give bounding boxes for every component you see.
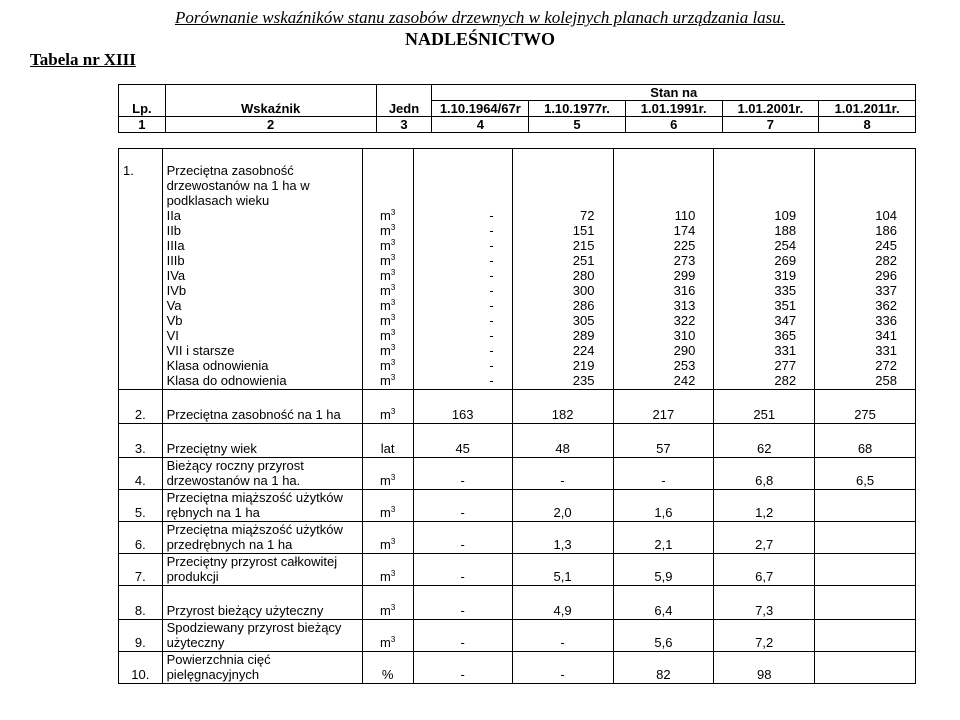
col-date-3: 1.01.1991r. [625, 101, 722, 117]
value-cell: 6,4 [613, 586, 714, 620]
value-cell: 82 [613, 652, 714, 684]
unit-line [367, 328, 409, 343]
unit-label: $m^3$ [379, 358, 396, 373]
value: 188 [774, 223, 797, 238]
unit-superscript: 3 [390, 328, 396, 337]
value-cell: 6,8 [714, 458, 815, 490]
table-row [119, 522, 916, 554]
unit-superscript: 3 [390, 343, 396, 352]
unit-line [367, 253, 409, 268]
subclass-label: IIb [166, 223, 182, 238]
value-cell: 4,9 [512, 586, 613, 620]
row-number: 5. [119, 490, 163, 522]
table-row [119, 554, 916, 586]
subclass-label: IVa [166, 268, 186, 283]
col-number-6: 6 [625, 117, 722, 133]
row-label: Przeciętna miąższość użytków rębnych na 1 ha [162, 490, 362, 522]
subclass-label: IIIa [166, 238, 185, 253]
unit-superscript: 3 [390, 223, 396, 232]
row-number: 7. [119, 554, 163, 586]
value: 215 [572, 238, 595, 253]
unit-superscript: 3 [390, 635, 396, 644]
value: 299 [673, 268, 696, 283]
col-number-2: 2 [165, 117, 376, 133]
value: 310 [673, 328, 696, 343]
row-number: 1. [119, 149, 163, 390]
value: 273 [673, 253, 696, 268]
unit-label: $m^3$ [379, 569, 396, 584]
value: 337 [875, 283, 897, 298]
unit-label: $m^3$ [379, 238, 396, 253]
unit-label: $m^3$ [379, 407, 396, 422]
value-cell: - [413, 490, 512, 522]
unit-label: $m^3$ [379, 223, 396, 238]
value: 300 [572, 283, 595, 298]
unit-label: $m^3$ [379, 313, 396, 328]
value-cell: 2,7 [714, 522, 815, 554]
value-cell: - [512, 458, 613, 490]
value: 272 [875, 358, 897, 373]
unit-superscript: 3 [390, 313, 396, 322]
unit-superscript: 3 [390, 283, 396, 292]
unit-cell [362, 390, 413, 424]
unit-line [367, 298, 409, 313]
row-label-line: Przeciętna zasobność [166, 163, 294, 178]
value: 258 [875, 373, 897, 388]
value-cell: 2,1 [613, 522, 714, 554]
value: 316 [673, 283, 696, 298]
col-date-4: 1.01.2001r. [722, 101, 819, 117]
unit-label: $m^3$ [379, 343, 396, 358]
value: 289 [572, 328, 595, 343]
unit-line [367, 358, 409, 373]
row-label-cell [162, 149, 362, 390]
value: 351 [774, 298, 797, 313]
table-row [119, 390, 916, 424]
col-date-1: 1.10.1964/67r [432, 101, 529, 117]
value-cell [714, 149, 815, 390]
row-label: Przeciętny wiek [162, 424, 362, 458]
value-cell: - [413, 522, 512, 554]
subclass-label: IVb [166, 283, 187, 298]
value-cell: - [512, 620, 613, 652]
table-row [119, 586, 916, 620]
value: 296 [875, 268, 897, 283]
unit-label: $m^3$ [379, 373, 396, 388]
value-cell: - [413, 620, 512, 652]
unit-superscript: 3 [390, 473, 396, 482]
unit-cell [362, 652, 413, 684]
value-cell: 1,2 [714, 490, 815, 522]
value: - [489, 373, 494, 388]
value: 282 [875, 253, 897, 268]
value: 305 [572, 313, 595, 328]
table-row [119, 490, 916, 522]
value: 331 [875, 343, 897, 358]
unit-label: $m^3$ [379, 505, 396, 520]
subclass-label: VI [166, 328, 179, 343]
col-date-2: 1.10.1977r. [529, 101, 626, 117]
row-number: 6. [119, 522, 163, 554]
table-row [119, 652, 916, 684]
value: 174 [673, 223, 696, 238]
value: 290 [673, 343, 696, 358]
value-cell [512, 149, 613, 390]
row-label: Przyrost bieżący użyteczny [162, 586, 362, 620]
unit-superscript: 3 [390, 358, 396, 367]
value: - [489, 253, 494, 268]
col-number-1: 1 [119, 117, 166, 133]
unit-label: % [381, 667, 394, 682]
row-label: Przeciętna zasobność na 1 ha [162, 390, 362, 424]
subclass-label: Klasa odnowienia [166, 358, 269, 373]
row-number: 10. [119, 652, 163, 684]
table-label: Tabela nr XIII [30, 50, 136, 69]
table-row [119, 424, 916, 458]
row-number: 2. [119, 390, 163, 424]
value: 151 [572, 223, 595, 238]
unit-superscript: 3 [390, 537, 396, 546]
unit-line [367, 343, 409, 358]
value-cell: 1,6 [613, 490, 714, 522]
unit-superscript: 3 [390, 208, 396, 217]
value-cell: - [413, 458, 512, 490]
value-cell [815, 490, 916, 522]
value: - [489, 283, 494, 298]
unit-label: $m^3$ [379, 473, 396, 488]
value-cell: 45 [413, 424, 512, 458]
unit-label: $m^3$ [379, 253, 396, 268]
unit-label: $m^3$ [379, 603, 396, 618]
unit-superscript: 3 [390, 505, 396, 514]
value: 336 [875, 313, 897, 328]
unit-line [367, 373, 409, 388]
value-cell: 98 [714, 652, 815, 684]
unit-superscript: 3 [390, 268, 396, 277]
value-cell: 6,5 [815, 458, 916, 490]
value: - [489, 208, 494, 223]
value: 335 [774, 283, 797, 298]
value-cell [613, 149, 714, 390]
value: 109 [774, 208, 797, 223]
value-cell [815, 554, 916, 586]
unit-cell [362, 586, 413, 620]
value: 225 [673, 238, 696, 253]
value: 104 [875, 208, 897, 223]
col-number-5: 5 [529, 117, 626, 133]
subclass-label: VII i starsze [166, 343, 235, 358]
value: 110 [674, 208, 696, 223]
table-row [119, 149, 916, 390]
document-subtitle: Porównanie wskaźników stanu zasobów drzewnych w kolejnych planach urządzania lasu. [174, 8, 786, 27]
value: - [489, 223, 494, 238]
value-cell: 7,2 [714, 620, 815, 652]
unit-superscript: 3 [390, 238, 396, 247]
value-cell [815, 522, 916, 554]
unit-line [367, 238, 409, 253]
row-number: 3. [119, 424, 163, 458]
unit-superscript: 3 [390, 603, 396, 612]
value-cell: 68 [815, 424, 916, 458]
row-label-line: podklasach wieku [166, 193, 270, 208]
value: 245 [875, 238, 897, 253]
value-cell: 57 [613, 424, 714, 458]
unit-line [367, 313, 409, 328]
unit-label: $m^3$ [379, 283, 396, 298]
value: - [489, 268, 494, 283]
col-date-5: 1.01.2011r. [819, 101, 916, 117]
value: 72 [580, 208, 595, 223]
unit-cell [362, 490, 413, 522]
table-row [119, 620, 916, 652]
data-table [118, 148, 916, 684]
row-label: Spodziewany przyrost bieżący użyteczny [162, 620, 362, 652]
value: 242 [673, 373, 696, 388]
value: - [489, 343, 494, 358]
col-jedn-header: Jedn [376, 85, 432, 117]
value-cell: 5,6 [613, 620, 714, 652]
row-label: Bieżący roczny przyrost drzewostanów na 1 ha. [162, 458, 362, 490]
unit-cell [362, 458, 413, 490]
value-cell: - [413, 586, 512, 620]
value-cell [413, 149, 512, 390]
row-label-line: drzewostanów na 1 ha w [166, 178, 310, 193]
unit-label: lat [380, 441, 395, 456]
unit-cell [362, 424, 413, 458]
document-title: NADLEŚNICTWO [404, 29, 556, 49]
col-number-3: 3 [376, 117, 432, 133]
subclass-label: IIIb [166, 253, 185, 268]
unit-label: $m^3$ [379, 268, 396, 283]
value-cell: 5,9 [613, 554, 714, 586]
value: 277 [774, 358, 797, 373]
unit-line [367, 208, 409, 223]
unit-label: $m^3$ [379, 537, 396, 552]
value-cell [815, 149, 916, 390]
value: 365 [774, 328, 797, 343]
col-number-8: 8 [819, 117, 916, 133]
value-cell: 217 [613, 390, 714, 424]
value-cell: 5,1 [512, 554, 613, 586]
value: 286 [572, 298, 595, 313]
value-cell: 251 [714, 390, 815, 424]
subclass-label: Va [166, 298, 182, 313]
value-cell: 62 [714, 424, 815, 458]
table-row [119, 458, 916, 490]
value: - [489, 358, 494, 373]
value-cell: 163 [413, 390, 512, 424]
value: 219 [572, 358, 595, 373]
unit-cell [362, 522, 413, 554]
unit-line [367, 223, 409, 238]
unit-superscript: 3 [390, 298, 396, 307]
value: 282 [774, 373, 797, 388]
value: 319 [774, 268, 797, 283]
value-cell: - [413, 554, 512, 586]
unit-label: $m^3$ [379, 298, 396, 313]
value-cell: - [512, 652, 613, 684]
value-cell: - [613, 458, 714, 490]
unit-superscript: 3 [390, 569, 396, 578]
row-label: Przeciętna miąższość użytków przedrębnych na 1 ha [162, 522, 362, 554]
value-cell: 7,3 [714, 586, 815, 620]
value: - [489, 328, 494, 343]
subclass-label: IIa [166, 208, 182, 223]
value: 362 [875, 298, 897, 313]
value: 254 [774, 238, 797, 253]
unit-line [367, 283, 409, 298]
col-wskaznik-header: Wskaźnik [165, 85, 376, 117]
value-cell: 48 [512, 424, 613, 458]
unit-cell [362, 620, 413, 652]
unit-superscript: 3 [390, 407, 396, 416]
value: - [489, 298, 494, 313]
value: 322 [673, 313, 696, 328]
value-cell [815, 586, 916, 620]
row-number: 8. [119, 586, 163, 620]
unit-superscript: 3 [390, 373, 396, 382]
col-stan-na-header: Stan na [432, 85, 916, 101]
value-cell [815, 620, 916, 652]
value: 280 [572, 268, 595, 283]
value: 331 [774, 343, 797, 358]
value-cell: 275 [815, 390, 916, 424]
row-number: 4. [119, 458, 163, 490]
value: 269 [774, 253, 797, 268]
unit-label: $m^3$ [379, 328, 396, 343]
table-header [118, 84, 916, 133]
value: 186 [875, 223, 897, 238]
unit-cell [362, 554, 413, 586]
value-cell: - [413, 652, 512, 684]
value: 251 [572, 253, 595, 268]
row-number: 9. [119, 620, 163, 652]
value: 224 [572, 343, 595, 358]
subclass-label: Vb [166, 313, 183, 328]
value-cell [815, 652, 916, 684]
subclass-label: Klasa do odnowienia [166, 373, 287, 388]
value: 253 [673, 358, 696, 373]
value: - [489, 313, 494, 328]
col-number-7: 7 [722, 117, 819, 133]
value: 347 [774, 313, 797, 328]
value: - [489, 238, 494, 253]
value-cell: 6,7 [714, 554, 815, 586]
value: 313 [673, 298, 696, 313]
value-cell: 182 [512, 390, 613, 424]
row-label: Przeciętny przyrost całkowitej produkcji [162, 554, 362, 586]
unit-superscript: 3 [390, 253, 396, 262]
unit-label: $m^3$ [379, 208, 396, 223]
unit-line [367, 268, 409, 283]
value-cell: 1,3 [512, 522, 613, 554]
unit-cell [362, 149, 413, 390]
col-lp-header: Lp. [119, 85, 166, 117]
row-label: Powierzchnia cięć pielęgnacyjnych [162, 652, 362, 684]
value: 341 [875, 328, 897, 343]
value-cell: 2,0 [512, 490, 613, 522]
value: 235 [572, 373, 595, 388]
unit-label: $m^3$ [379, 635, 396, 650]
col-number-4: 4 [432, 117, 529, 133]
